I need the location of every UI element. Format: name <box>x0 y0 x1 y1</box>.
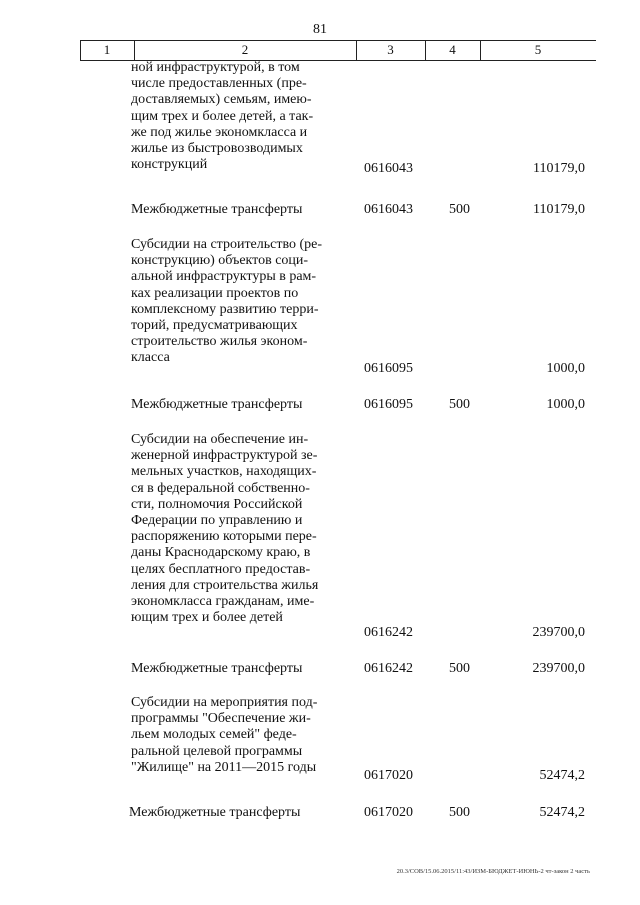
page-number: 81 <box>313 22 327 37</box>
description-line: Межбюджетные трансферты <box>131 202 303 217</box>
row-amount: 52474,2 <box>539 805 585 820</box>
description-line: программы "Обеспечение жи- <box>131 711 311 727</box>
row-expense-type: 500 <box>449 661 470 676</box>
description-line: сти, полномочия Российской <box>131 496 303 512</box>
description-line: Межбюджетные трансферты <box>129 805 301 820</box>
row-amount: 110179,0 <box>533 202 585 217</box>
header-col-3: 3 <box>387 42 394 57</box>
row-description <box>131 432 336 626</box>
header-col-4: 4 <box>449 42 456 57</box>
row-amount: 52474,2 <box>539 768 585 783</box>
row-amount: 1000,0 <box>546 397 585 412</box>
description-line: Субсидии на строительство (ре- <box>131 237 323 252</box>
row-description <box>131 661 351 677</box>
row-code: 0617020 <box>364 768 413 783</box>
row-code: 0616242 <box>364 625 413 640</box>
header-col-5: 5 <box>534 42 542 57</box>
row-code: 0617020 <box>364 805 413 820</box>
row-code: 0616043 <box>364 202 413 217</box>
row-code: 0616242 <box>364 661 413 676</box>
row-description <box>131 202 351 218</box>
description-line: ной инфраструктурой, в том <box>131 60 300 75</box>
description-line: распоряжению которыми пере- <box>131 529 317 545</box>
description-line: щим трех и более детей, а так- <box>131 108 314 124</box>
description-line: ющим трех и более детей <box>131 610 283 626</box>
description-line: женерной инфраструктурой зе- <box>131 448 318 464</box>
description-line: класса <box>131 350 170 366</box>
row-description <box>129 805 349 821</box>
description-line: ся в федеральной собственно- <box>131 480 310 496</box>
row-amount: 239700,0 <box>532 625 585 640</box>
description-line: ления для строительства жилья <box>131 577 319 593</box>
row-amount: 239700,0 <box>532 661 585 676</box>
description-line: Межбюджетные трансферты <box>131 661 303 676</box>
description-line: мельных участков, находящих- <box>131 464 317 480</box>
row-code: 0616095 <box>364 361 413 376</box>
description-line: конструкций <box>131 157 208 173</box>
row-amount: 1000,0 <box>546 361 585 376</box>
description-line: целях бесплатного предостав- <box>131 561 311 577</box>
description-line: числе предоставленных (пре- <box>131 76 307 92</box>
description-line: альной инфраструктуры в рам- <box>131 269 317 285</box>
description-line: Субсидии на обеспечение ин- <box>131 432 309 447</box>
description-line: даны Краснодарскому краю, в <box>131 545 311 561</box>
description-line: льем молодых семей" феде- <box>131 727 297 743</box>
description-line: "Жилище" на 2011—2015 годы <box>131 759 317 775</box>
description-line: строительство жилья эконом- <box>131 334 308 350</box>
row-expense-type: 500 <box>449 397 470 412</box>
description-line: ральной целевой программы <box>131 743 303 759</box>
description-line: жилье из быстровозводимых <box>131 141 303 157</box>
description-line: Федерации по управлению и <box>131 513 303 529</box>
description-line: доставляемых) семьям, имею- <box>131 92 312 108</box>
row-description <box>131 237 336 367</box>
row-code: 0616043 <box>364 161 413 176</box>
description-line: же под жилье экономкласса и <box>131 124 308 140</box>
row-code: 0616095 <box>364 397 413 412</box>
row-description <box>131 60 336 173</box>
row-description <box>131 695 336 776</box>
row-amount: 110179,0 <box>533 161 585 176</box>
description-line: Субсидии на мероприятия под- <box>131 695 318 710</box>
table-header <box>80 40 596 61</box>
description-line: экономкласса гражданам, име- <box>131 594 315 610</box>
row-description <box>131 397 351 413</box>
description-line: ках реализации проектов по <box>131 285 299 301</box>
header-col-2: 2 <box>241 42 249 57</box>
description-line: комплексному развитию терри- <box>131 301 319 317</box>
row-expense-type: 500 <box>449 202 470 217</box>
description-line: Межбюджетные трансферты <box>131 397 303 412</box>
description-line: торий, предусматривающих <box>131 318 298 334</box>
row-expense-type: 500 <box>449 805 470 820</box>
description-line: конструкцию) объектов соци- <box>131 253 309 269</box>
document-footer: 20.3/СОВ/15.06.2015/11:43/ИЗМ-БЮДЖЕТ-ИЮНЬ-2 чт-закон 2 часть <box>396 868 590 875</box>
header-col-1: 1 <box>103 42 111 57</box>
